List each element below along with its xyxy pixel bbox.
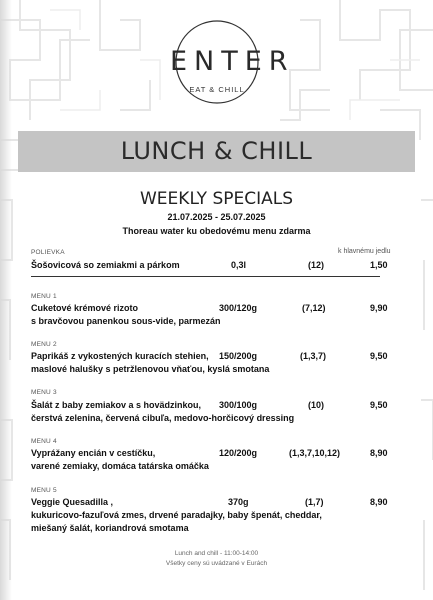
menu-2-line-1: Paprikáš z vykostených kuracích stehien,	[31, 351, 209, 361]
footer-prices-note: Všetky ceny sú uvádzané v Eurách	[165, 560, 268, 567]
menu-4-line-2: varené zemiaky, domáca tatárska omáčka	[31, 461, 209, 471]
menu-4-price: 8,90	[370, 448, 388, 458]
menu-1-allergens: (7,12)	[302, 303, 326, 313]
menu-3-category: MENU 3	[31, 389, 57, 396]
soup-allergens: (12)	[308, 260, 325, 270]
soup-divider	[31, 276, 380, 277]
soup-portion: 0,3l	[231, 260, 247, 270]
date-range: 21.07.2025 - 25.07.2025	[167, 212, 266, 222]
lunch-banner	[18, 131, 415, 172]
menu-4-line-1: Vyprážany encián v cestíčku,	[31, 448, 156, 458]
menu-1-line-1: Cuketové krémové rizoto	[31, 303, 139, 313]
menu-4-allergens: (1,3,7,10,12)	[289, 448, 341, 458]
logo	[163, 20, 295, 104]
soup-category: POLIEVKA	[31, 249, 65, 256]
menu-5-line-2: kukuricovo-fazuľová zmes, drvené paradajky, baby špenát, cheddar,	[31, 510, 322, 520]
menu-3-line-2: čerstvá zelenina, červená cibuľa, medovo-horčicový dressing	[31, 413, 295, 423]
menu-2-line-2: maslové halušky s petržlenovou vňaťou, kyslá smotana	[31, 364, 270, 374]
logo-tagline: EAT & CHILL	[189, 85, 245, 94]
menu-2-category: MENU 2	[31, 341, 57, 348]
logo-wordmark: ENTER	[170, 46, 295, 77]
water-note: Thoreau water ku obedovému menu zdarma	[122, 226, 311, 236]
weekly-specials-title: WEEKLY SPECIALS	[140, 189, 293, 209]
menu-4-category: MENU 4	[31, 438, 57, 445]
menu-1-category: MENU 1	[31, 293, 57, 300]
menu-5-portion: 370g	[228, 497, 249, 507]
menu-2-allergens: (1,3,7)	[300, 351, 327, 361]
soup-price: 1,50	[370, 260, 388, 270]
menu-3-price: 9,50	[370, 400, 388, 410]
soup-name: Šošovicová so zemiakmi a párkom	[31, 260, 180, 270]
footer-hours: Lunch and chill - 11:00-14:00	[174, 550, 259, 557]
banner-title: LUNCH & CHILL	[120, 137, 313, 165]
menu-5-price: 8,90	[370, 497, 388, 507]
menu-4-portion: 120/200g	[219, 448, 258, 458]
menu-1-line-2: s bravčovou panenkou sous-vide, parmezán	[31, 316, 221, 326]
menu-5-line-3: miešaný šalát, koriandrová smotama	[31, 523, 189, 533]
menu-1-portion: 300/120g	[219, 303, 258, 313]
menu-3-line-1: Šalát z baby zemiakov a s hovädzinkou,	[31, 400, 202, 410]
menu-5-category: MENU 5	[31, 487, 57, 494]
menu-5-allergens: (1,7)	[305, 497, 324, 507]
menu-3-allergens: (10)	[308, 400, 325, 410]
menu-1-price: 9,90	[370, 303, 388, 313]
menu-2-price: 9,50	[370, 351, 388, 361]
soup-side-note: k hlavnému jedlu	[338, 248, 391, 255]
menu-3-portion: 300/100g	[219, 400, 258, 410]
menu-5-line-1: Veggie Quesadilla ,	[31, 497, 114, 507]
page-edge-shadow	[0, 0, 12, 600]
menu-2-portion: 150/200g	[219, 351, 258, 361]
